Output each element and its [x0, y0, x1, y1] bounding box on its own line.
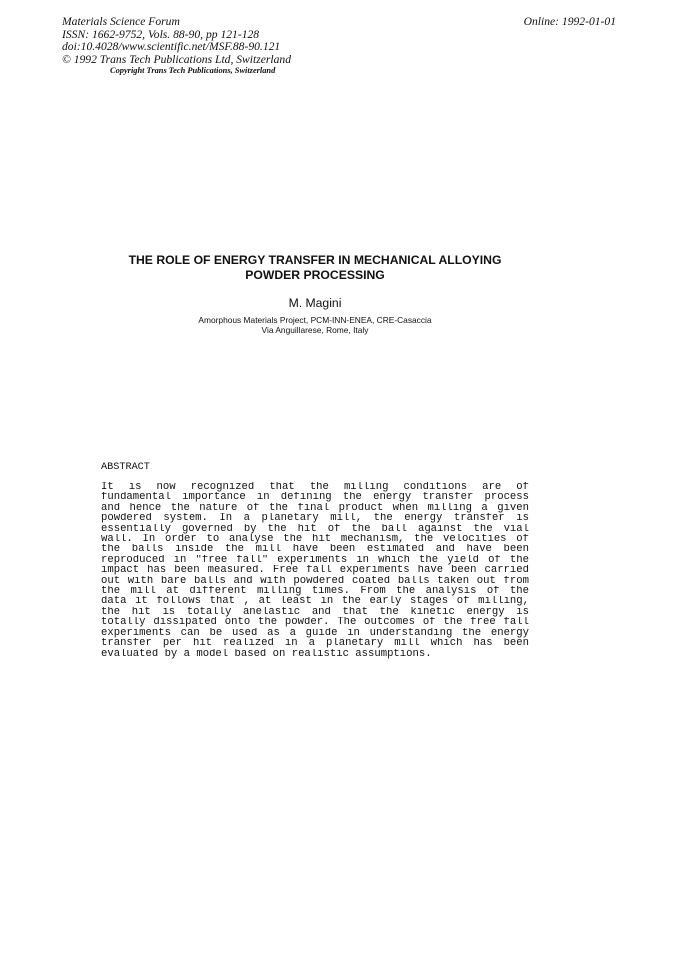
title-line: POWDER PROCESSING — [245, 268, 385, 282]
abstract-line: totally dissipated onto the powder. The outcomes of the free fall — [101, 617, 529, 628]
abstract-line: data it follows that , at least in the early stages of milling, — [101, 596, 529, 607]
abstract-body — [101, 482, 529, 659]
issn-info: ISSN: 1662-9752, Vols. 88-90, pp 121-128 — [62, 27, 260, 41]
paper-title — [100, 253, 530, 283]
abstract-heading: ABSTRACT — [101, 462, 150, 473]
abstract-line: and hence the nature of the final product when milling a given — [101, 502, 529, 514]
publisher-line: © 1992 Trans Tech Publications Ltd, Switzerland — [62, 52, 292, 66]
abstract-line: reproduced in "free fall" experiments in which the yield of the — [101, 554, 529, 566]
author-affiliation — [100, 315, 530, 336]
journal-name: Materials Science Forum — [62, 15, 180, 28]
abstract-line: the hit is totally anelastic and that the kinetic energy is — [101, 606, 529, 618]
abstract-line: powdered system. In a planetary mill, the energy transfer is — [101, 513, 529, 524]
author-name: M. Magini — [288, 296, 342, 310]
affiliation-line: Via Anguillarese, Rome, Italy — [261, 325, 369, 336]
abstract-line: It is now recognized that the milling conditions are of — [101, 482, 529, 493]
abstract-line: out with bare balls and with powdered coated balls taken out from — [101, 575, 529, 587]
copyright-notice: Copyright Trans Tech Publications, Switzerland — [110, 66, 276, 75]
abstract-line: impact has been measured. Free fall experiments have been carried — [101, 565, 529, 576]
affiliation-line: Amorphous Materials Project, PCM-INN-ENEA, CRE-Casaccia — [198, 315, 432, 325]
abstract-line: essentially governed by the hit of the ball against the vial — [101, 523, 529, 535]
abstract-line: fundamental importance in defining the energy transfer process — [101, 492, 529, 503]
abstract-line: evaluated by a model based on realistic assumptions. — [101, 648, 432, 659]
abstract-line: the mill at different milling times. From the analysis of the — [101, 586, 529, 597]
abstract-line: the balls inside the mill have been estimated and have been — [101, 544, 529, 555]
abstract-line: experiments can be used as a guide in understanding the energy — [101, 627, 529, 639]
abstract-line: transfer per hit realized in a planetary mill which has been — [101, 638, 529, 649]
publication-metadata — [62, 16, 291, 66]
abstract-line: wall. In order to analyse the hit mechanism, the velocities of — [101, 534, 529, 545]
online-date: Online: 1992-01-01 — [523, 15, 616, 28]
doi-link[interactable]: doi:10.4028/www.scientific.net/MSF.88-90.121 — [62, 40, 281, 54]
title-line: THE ROLE OF ENERGY TRANSFER IN MECHANICAL ALLOYING — [128, 253, 502, 267]
